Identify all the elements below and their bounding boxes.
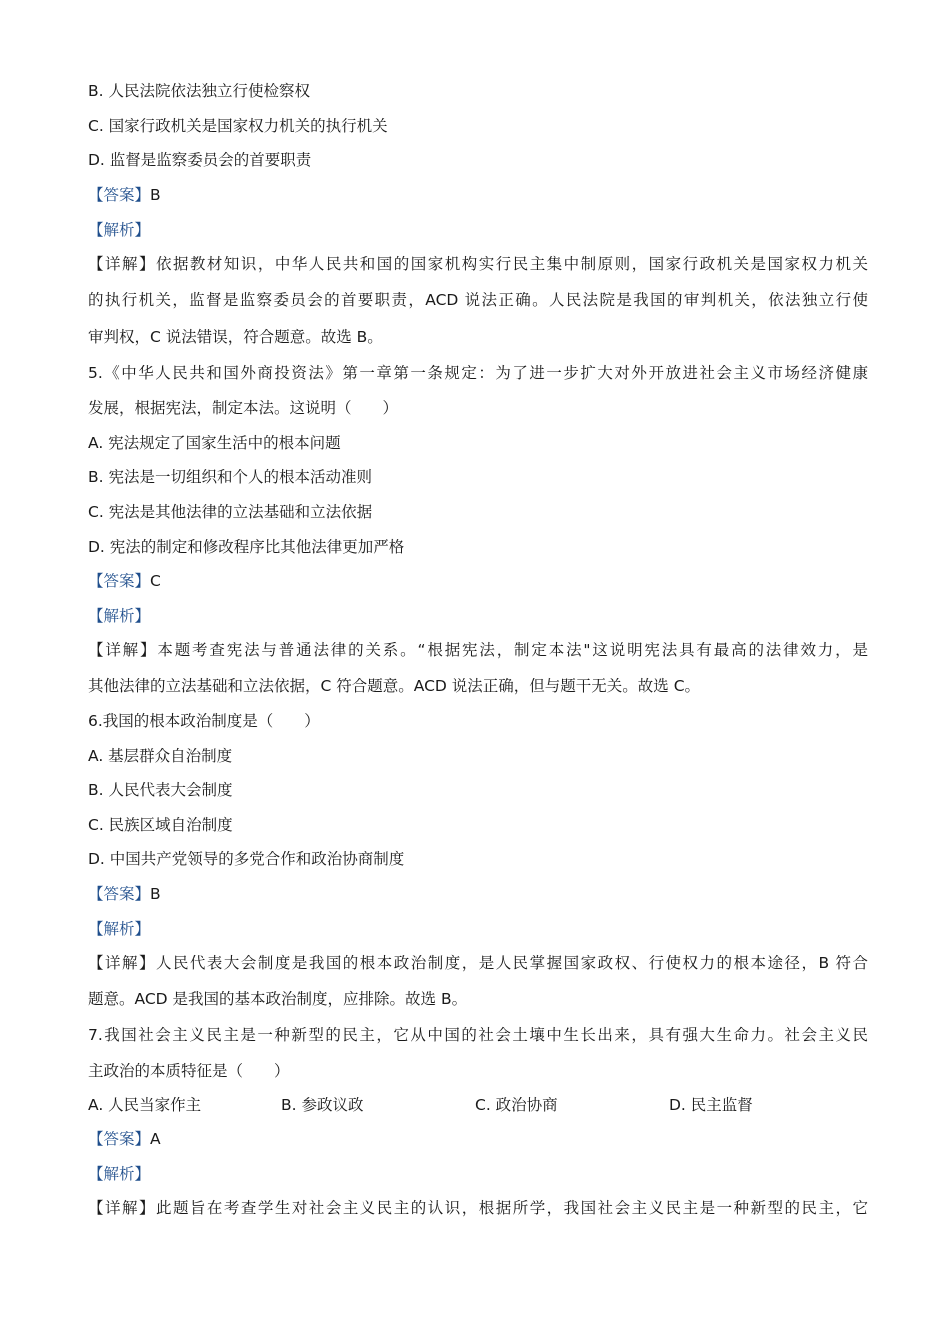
q6-detail-line-2: 题意。ACD 是我国的基本政治制度，应排除。故选 B。 xyxy=(88,990,468,1008)
detail-text: 依据教材知识，中华人民共和国的国家机构实行民主集中制原则，国家行政机关是国家权力机关 xyxy=(155,255,868,273)
analysis-label: 【解析】 xyxy=(88,920,151,938)
q4-detail-line-2: 的执行机关，监督是监察委员会的首要职责，ACD 说法正确。人民法院是我国的审判机关，依法独立行使 xyxy=(88,291,868,309)
q4-detail-line-1 xyxy=(88,252,868,276)
q4-answer xyxy=(88,183,868,207)
detail-text: 此题旨在考查学生对社会主义民主的认识，根据所学，我国社会主义民主是一种新型的民主，它 xyxy=(155,1199,868,1217)
q4-analysis-label xyxy=(88,218,868,242)
q5-analysis-label xyxy=(88,604,868,628)
q5-option-c: C. 宪法是其他法律的立法基础和立法依据 xyxy=(88,503,373,521)
q7-options-row xyxy=(88,1093,868,1117)
answer-label: 【答案】 xyxy=(88,186,151,204)
detail-label: 【详解】 xyxy=(88,954,156,972)
q7-option-d: D. 民主监督 xyxy=(669,1096,753,1114)
analysis-label: 【解析】 xyxy=(88,221,151,239)
answer-value: B xyxy=(150,885,161,903)
q5-option-d: D. 宪法的制定和修改程序比其他法律更加严格 xyxy=(88,538,405,556)
q4-option-d: D. 监督是监察委员会的首要职责 xyxy=(88,151,312,169)
q7-analysis-label xyxy=(88,1162,868,1186)
answer-label: 【答案】 xyxy=(88,572,151,590)
q5-answer xyxy=(88,569,868,593)
q6-analysis-label xyxy=(88,917,868,941)
q7-option-b: B. 参政议政 xyxy=(281,1096,364,1114)
q5-option-b: B. 宪法是一切组织和个人的根本活动准则 xyxy=(88,468,372,486)
q6-stem: 6.我国的根本政治制度是（ ） xyxy=(88,712,320,730)
q4-detail-line-3: 审判权，C 说法错误，符合题意。故选 B。 xyxy=(88,328,383,346)
answer-label: 【答案】 xyxy=(88,885,151,903)
q4-option-b: B. 人民法院依法独立行使检察权 xyxy=(88,82,310,100)
q6-detail-line-1 xyxy=(88,951,868,975)
q5-detail-line-1 xyxy=(88,638,868,662)
q5-stem-line-2: 发展，根据宪法，制定本法。这说明（ ） xyxy=(88,399,399,417)
answer-value: C xyxy=(150,572,161,590)
detail-label: 【详解】 xyxy=(88,641,158,659)
detail-label: 【详解】 xyxy=(88,255,156,273)
q7-option-c: C. 政治协商 xyxy=(475,1096,558,1114)
q4-option-c: C. 国家行政机关是国家权力机关的执行机关 xyxy=(88,117,388,135)
analysis-label: 【解析】 xyxy=(88,1165,151,1183)
detail-text: 人民代表大会制度是我国的根本政治制度，是人民掌握国家政权、行使权力的根本途径，B 符合 xyxy=(155,954,868,972)
q5-option-a: A. 宪法规定了国家生活中的根本问题 xyxy=(88,434,341,452)
q6-option-b: B. 人民代表大会制度 xyxy=(88,781,233,799)
q7-option-a: A. 人民当家作主 xyxy=(88,1096,202,1114)
q6-option-c: C. 民族区域自治制度 xyxy=(88,816,233,834)
detail-label: 【详解】 xyxy=(88,1199,156,1217)
q6-option-a: A. 基层群众自治制度 xyxy=(88,747,233,765)
q7-stem-line-1: 7.我国社会主义民主是一种新型的民主，它从中国的社会土壤中生长出来，具有强大生命力。社会主义民 xyxy=(88,1026,868,1044)
answer-value: A xyxy=(150,1130,161,1148)
answer-label: 【答案】 xyxy=(88,1130,151,1148)
q6-answer xyxy=(88,882,868,906)
detail-text: 本题考查宪法与普通法律的关系。“根据宪法，制定本法"这说明宪法具有最高的法律效力，是 xyxy=(157,641,868,659)
q6-option-d: D. 中国共产党领导的多党合作和政治协商制度 xyxy=(88,850,405,868)
answer-value: B xyxy=(150,186,161,204)
q5-detail-line-2: 其他法律的立法基础和立法依据，C 符合题意。ACD 说法正确，但与题干无关。故选 C。 xyxy=(88,677,701,695)
q7-stem-line-2: 主政治的本质特征是（ ） xyxy=(88,1062,290,1080)
q7-detail-line-1 xyxy=(88,1196,868,1220)
q5-stem-line-1: 5.《中华人民共和国外商投资法》第一章第一条规定：为了进一步扩大对外开放进社会主义市场经济健康 xyxy=(88,364,868,382)
q7-answer xyxy=(88,1127,868,1151)
analysis-label: 【解析】 xyxy=(88,607,151,625)
